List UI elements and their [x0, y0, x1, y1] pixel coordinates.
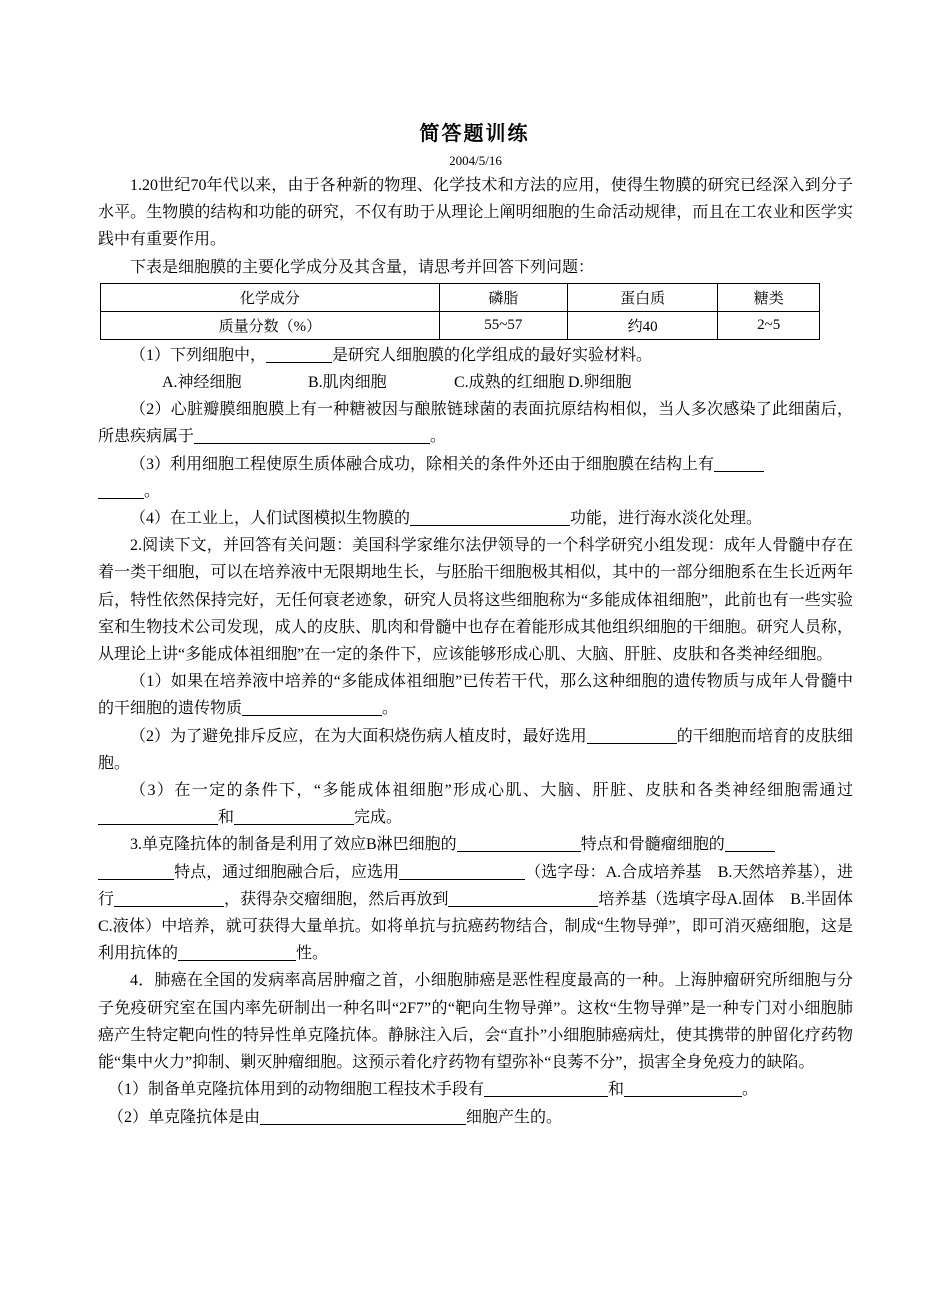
composition-table	[100, 283, 820, 340]
table-cell: 约40	[567, 311, 718, 339]
document-title: 简答题训练	[419, 121, 530, 145]
q1-sub4-text: （4）在工业上，人们试图模拟生物膜的	[130, 510, 411, 528]
q3-text: 培养基（选填字母A.固体 B.半固体 C.液体）中培养，就可获得大量单抗。如将单抗与抗癌药物结合，制成“生物导弹”，即可消灭癌细胞，这是利用抗体的	[98, 890, 870, 963]
q3-text: 特点，通过细胞融合后，应选用	[174, 863, 400, 881]
answer-blank[interactable]	[587, 726, 677, 744]
q3-text: 3.单克隆抗体的制备是利用了效应B淋巴细胞的	[130, 836, 457, 854]
q1-sub2-text: 。	[430, 428, 447, 446]
q4-sub1-text: 和	[608, 1081, 625, 1099]
table-header-cell: 化学成分	[101, 283, 440, 311]
q1-table-intro: 下表是细胞膜的主要化学成分及其含量，请思考并回答下列问题：	[130, 258, 595, 276]
q2-sub1	[98, 668, 853, 722]
q2-sub3-text: （3）在一定的条件下，“多能成体祖细胞”形成心肌、大脑、肝脏、皮肤和各类神经细胞需通过	[130, 782, 853, 800]
option-a: A.神经细胞	[162, 374, 242, 392]
q1-sub4-text: 功能，进行海水淡化处理。	[570, 510, 763, 528]
table-cell: 2~5	[718, 311, 820, 339]
answer-blank[interactable]	[242, 698, 382, 716]
option-b: B.肌肉细胞	[308, 374, 387, 392]
q3-text: ，获得杂交瘤细胞，然后再放到	[224, 890, 449, 908]
document-page	[98, 118, 870, 1131]
table-row	[101, 311, 820, 339]
q1-options	[98, 369, 853, 396]
answer-blank[interactable]	[399, 862, 525, 880]
q1-intro: 1.20世纪70年代以来，由于各种新的物理、化学技术和方法的应用，使得生物膜的研究已经深入到分子水平。生物膜的结构和功能的研究，不仅有助于从理论上阐明细胞的生命活动规律，而且在工农业和医学实践中有重要作用。	[98, 177, 853, 249]
q1-sub2-text: （2）心脏瓣膜细胞膜上有一种糖被因与酿脓链球菌的表面抗原结构相似，当人多次感染了此细菌后，所患疾病属于	[98, 401, 853, 446]
q4-sub1-text: （1）制备单克隆抗体用到的动物细胞工程技术手段有	[108, 1081, 485, 1099]
option-c: C.成熟的红细胞	[454, 374, 565, 392]
answer-blank[interactable]	[114, 889, 224, 907]
q2-intro: 2.阅读下文，并回答有关问题：美国科学家维尔法伊领导的一个科学研究小组发现：成年人骨髓中存在着一类干细胞，可以在培养液中无限期地生长，与胚胎干细胞极其相似，其中的一部分细胞系在生长近两年后，特性依然保持完好，无任何衰老迹象，研究人员将这些细胞称为“多能成体祖细胞”，此前也有一些实验室和生物技术公司发现，成人的皮肤、肌肉和骨髓中也存在着能形成其他组织细胞的干细胞。研究人员称，从理论上讲“多能成体祖细胞”在一定的条件下，应该能够形成心肌、大脑、肝脏、皮肤和各类神经细胞。	[98, 537, 853, 664]
answer-blank[interactable]	[260, 1107, 466, 1125]
table-cell: 质量分数（%）	[101, 311, 440, 339]
q4-intro: 4．肺癌在全国的发病率高居肿瘤之首，小细胞肺癌是恶性程度最高的一种。上海肿瘤研究所细胞与分子免疫研究室在国内率先研制出一种名叫“2F7”的“靶向生物导弹”。这枚“生物导弹”是一种专门对小细胞肺癌产生特定靶向性的特异性单克隆抗体。静脉注入后，会“直扑”小细胞肺癌病灶，使其携带的肿留化疗药物能“集中火力”抑制、剿灭肿瘤细胞。这预示着化疗药物有望弥补“良莠不分”，损害全身免疫力的缺陷。	[98, 972, 853, 1072]
q4-sub1-text: 。	[742, 1081, 759, 1099]
q2-sub1-text: （1）如果在培养液中培养的“多能成体祖细胞”已传若干代，那么这种细胞的遗传物质与成年人骨髓中的干细胞的遗传物质	[98, 673, 853, 718]
q1-sub2	[98, 396, 853, 450]
answer-blank[interactable]	[484, 1079, 608, 1097]
answer-blank[interactable]	[234, 807, 354, 825]
answer-blank[interactable]	[98, 807, 218, 825]
q4-sub2	[98, 1104, 853, 1131]
q3-text: （选字母：A.合成培养基 B.天然培养基），进行	[98, 863, 853, 908]
answer-blank[interactable]	[624, 1079, 742, 1097]
answer-blank[interactable]	[457, 834, 581, 852]
q1-sub4	[98, 505, 853, 532]
answer-blank[interactable]	[98, 862, 174, 880]
answer-blank[interactable]	[266, 345, 332, 363]
answer-blank[interactable]	[448, 889, 598, 907]
q4-sub1	[98, 1076, 853, 1103]
q1-sub3	[98, 451, 853, 505]
q2-sub1-text: 。	[382, 700, 399, 718]
answer-blank[interactable]	[98, 481, 144, 499]
q1-sub1	[98, 342, 853, 369]
q2-sub3-text: 完成。	[354, 809, 403, 827]
document-date: 2004/5/16	[449, 153, 502, 168]
answer-blank[interactable]	[410, 508, 570, 526]
table-header-cell: 磷脂	[439, 283, 567, 311]
q3-text: 特点和骨髓瘤细胞的	[580, 836, 725, 854]
q2-sub3-text: 和	[218, 809, 235, 827]
q2-sub2-text: （2）为了避免排斥反应，在为大面积烧伤病人植皮时，最好选用	[130, 727, 587, 745]
table-header-cell: 蛋白质	[567, 283, 718, 311]
q3-text: 性。	[296, 945, 329, 963]
answer-blank[interactable]	[194, 426, 430, 444]
q3-paragraph	[98, 831, 870, 967]
q1-sub3-text: 。	[144, 482, 161, 500]
table-header-cell: 糖类	[718, 283, 820, 311]
table-cell: 55~57	[439, 311, 567, 339]
table-header-row	[101, 283, 820, 311]
q4-sub2-text: 细胞产生的。	[466, 1108, 563, 1126]
answer-blank[interactable]	[725, 834, 775, 852]
option-d: D.卵细胞	[568, 374, 632, 392]
q1-sub3-text: （3）利用细胞工程使原生质体融合成功，除相关的条件外还由于细胞膜在结构上有	[130, 455, 715, 473]
answer-blank[interactable]	[178, 943, 296, 961]
q2-sub2	[98, 723, 853, 777]
q1-sub1-text: 是研究人细胞膜的化学组成的最好实验材料。	[332, 346, 653, 364]
q2-sub2-text: 的干细胞而培育的皮肤细胞。	[98, 727, 853, 772]
answer-blank[interactable]	[714, 454, 764, 472]
q2-sub3	[98, 777, 853, 831]
q1-sub1-text: （1）下列细胞中，	[130, 346, 267, 364]
q4-sub2-text: （2）单克隆抗体是由	[108, 1108, 261, 1126]
